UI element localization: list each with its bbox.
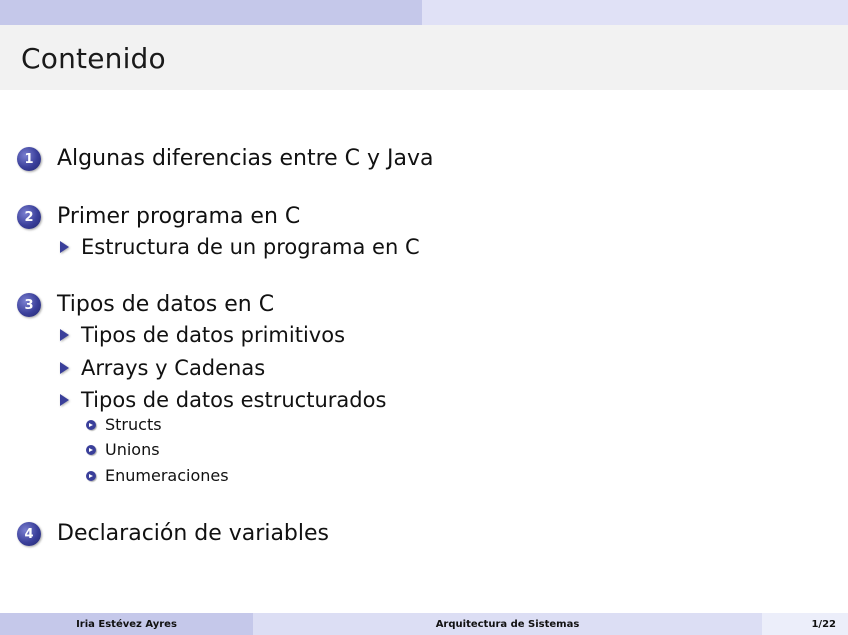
triangle-bullet-icon [60,394,69,406]
section-number-ball-icon: 1 [17,147,41,171]
triangle-bullet-icon [60,329,69,341]
footer-page-number: 1/22 [762,613,848,635]
toc-subsection-label: Estructura de un programa en C [81,235,420,259]
toc-section-1[interactable] [17,145,434,173]
toc-section-4[interactable] [17,520,329,548]
triangle-bullet-icon [60,362,69,374]
frame-title-band [0,25,848,90]
toc-subsection[interactable] [60,355,265,381]
toc-subsubsection[interactable] [86,415,162,435]
section-number-ball-icon: 3 [17,293,41,317]
footline [0,613,848,635]
footer-author: Iria Estévez Ayres [0,613,253,635]
toc-section-label: Declaración de variables [57,521,330,546]
toc-section-3[interactable] [17,291,274,319]
toc-subsubsection-label: Enumeraciones [105,466,229,485]
toc-subsection-label: Arrays y Cadenas [81,356,266,380]
ball-bullet-icon [86,420,96,430]
toc-subsubsection-label: Structs [105,415,162,434]
toc-section-label: Primer programa en C [57,204,301,229]
headline-bar [0,0,848,25]
headline-left-segment [0,0,422,25]
toc-subsubsection[interactable] [86,440,160,460]
toc-subsection[interactable] [60,234,420,260]
toc-subsection-label: Tipos de datos primitivos [81,323,346,347]
ball-bullet-icon [86,471,96,481]
frame-title: Contenido [21,42,166,75]
toc-subsubsection-label: Unions [105,440,160,459]
toc-section-2[interactable] [17,203,300,231]
section-number-ball-icon: 4 [17,522,41,546]
section-number-ball-icon: 2 [17,205,41,229]
toc-subsubsection[interactable] [86,466,229,486]
toc-subsection[interactable] [60,387,386,413]
headline-right-segment [422,0,848,25]
triangle-bullet-icon [60,241,69,253]
toc-subsection[interactable] [60,322,345,348]
ball-bullet-icon [86,445,96,455]
toc-section-label: Tipos de datos en C [57,292,275,317]
toc-section-label: Algunas diferencias entre C y Java [57,146,434,171]
toc-subsection-label: Tipos de datos estructurados [81,388,387,412]
footer-course-title: Arquitectura de Sistemas [253,613,762,635]
